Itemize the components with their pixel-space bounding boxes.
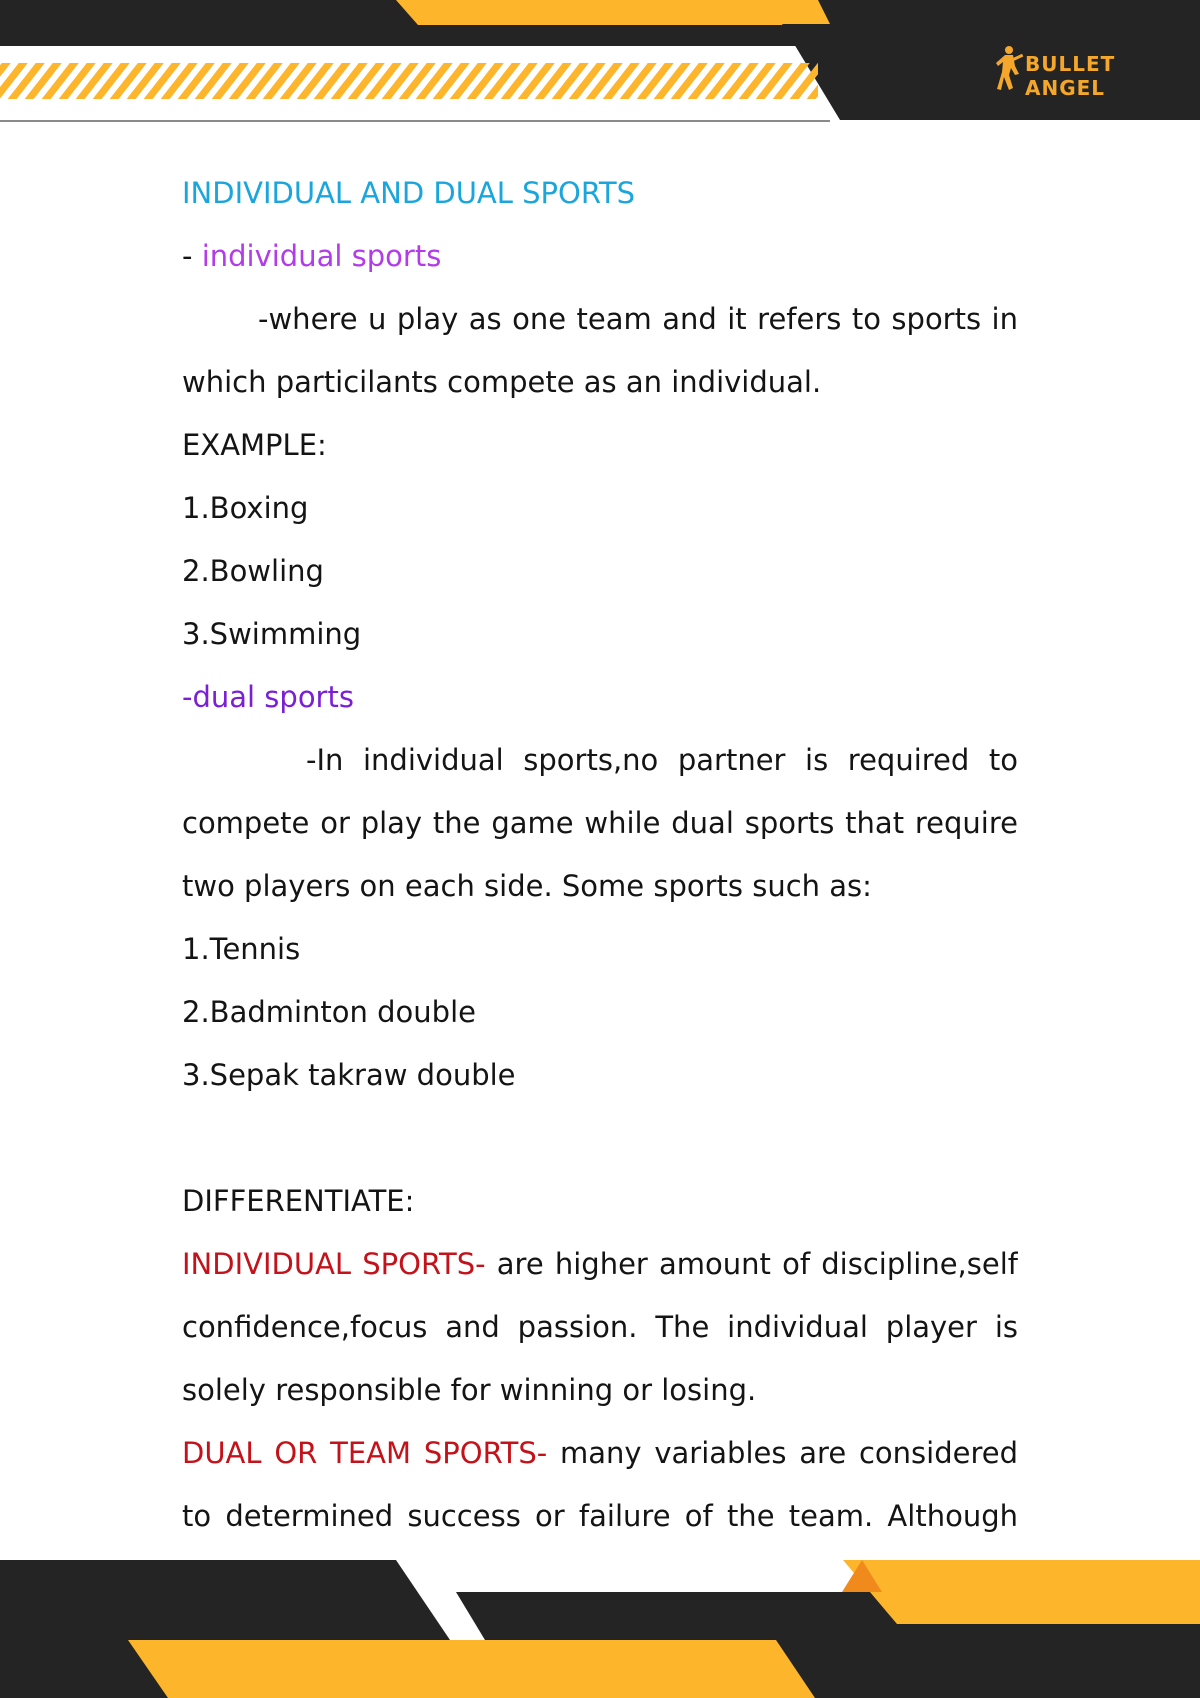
document-body — [182, 168, 1018, 1554]
header-rule — [0, 120, 830, 122]
list-item: 3.Swimming — [182, 617, 362, 651]
individual-definition-line-2: which particilants compete as an individual. — [182, 365, 822, 399]
dual-sports-heading: -dual sports — [182, 680, 354, 714]
diff-individual-line-3: solely responsible for winning or losing. — [182, 1373, 757, 1407]
diff-team-line-2: to determined success or failure of the team. Although — [182, 1499, 1018, 1533]
individual-definition-line-1: -where u play as one team and it refers to sports in — [258, 302, 1018, 336]
dual-definition-line-1: -In individual sports,no partner is required to — [306, 743, 1018, 777]
footer-dark-left — [0, 1560, 450, 1640]
list-item: 2.Badminton double — [182, 995, 476, 1029]
individual-sports-heading-text: individual sports — [201, 239, 442, 273]
example-label: EXAMPLE: — [182, 428, 327, 462]
page-title: INDIVIDUAL AND DUAL SPORTS — [182, 176, 636, 210]
runner-figure-icon — [996, 46, 1023, 90]
list-item: 1.Boxing — [182, 491, 309, 525]
dual-definition-line-3: two players on each side. Some sports such as: — [182, 869, 872, 903]
individual-sports-heading — [182, 231, 1018, 294]
footer-yellow-right — [843, 1560, 1200, 1624]
logo-word-bullet: BULLET — [1025, 52, 1116, 76]
diff-team-term: DUAL OR TEAM SPORTS- — [182, 1436, 548, 1470]
list-item: 3.Sepak takraw double — [182, 1058, 516, 1092]
diff-team-line-1-text: many variables are considered — [547, 1436, 1018, 1470]
diff-individual-line-1-text: are higher amount of discipline,self — [485, 1247, 1018, 1281]
heading-dash: - — [182, 239, 202, 273]
diff-individual-term: INDIVIDUAL SPORTS- — [182, 1247, 486, 1281]
diff-individual-line-2: confidence,focus and passion. The individual player is — [182, 1310, 1018, 1344]
footer-yellow-bottom — [128, 1640, 815, 1698]
list-item: 2.Bowling — [182, 554, 324, 588]
logo-word-angel: ANGEL — [1025, 76, 1106, 100]
diff-individual-line-1 — [182, 1239, 1018, 1302]
differentiate-label: DIFFERENTIATE: — [182, 1184, 415, 1218]
blank-line — [182, 1113, 1018, 1176]
dual-definition-line-2: compete or play the game while dual sports that require — [182, 806, 1018, 840]
bullet-angel-logo — [995, 44, 1145, 102]
diff-team-line-1 — [182, 1428, 1018, 1491]
list-item: 1.Tennis — [182, 932, 301, 966]
header-hatch-stripe — [0, 63, 818, 99]
